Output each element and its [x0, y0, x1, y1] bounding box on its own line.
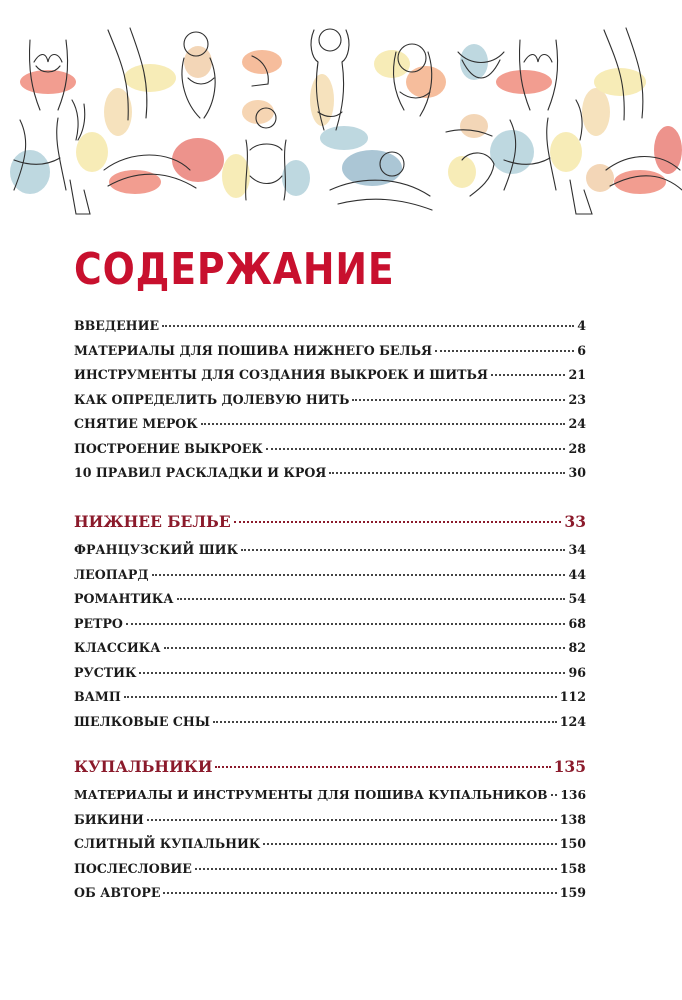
dot-leader [352, 399, 565, 401]
dot-leader [126, 623, 566, 625]
dot-leader [329, 472, 565, 474]
toc-entry[interactable] [74, 318, 586, 343]
toc-entry[interactable] [74, 616, 586, 641]
decorative-banner [0, 0, 682, 228]
toc-entry-page: 96 [568, 664, 586, 680]
section-title: КУПАЛЬНИКИ [74, 757, 213, 776]
page-title: СОДЕРЖАНИЕ [74, 244, 395, 295]
toc-entry[interactable] [74, 465, 586, 490]
toc-entry[interactable] [74, 343, 586, 368]
section-page: 33 [564, 512, 586, 531]
toc-entry-title: КАК ОПРЕДЕЛИТЬ ДОЛЕВУЮ НИТЬ [74, 391, 350, 407]
dot-leader [147, 819, 557, 821]
toc-entry-page: 24 [568, 416, 586, 431]
toc-entry[interactable] [74, 714, 586, 739]
dot-leader [491, 374, 565, 376]
toc-entry-page: 6 [577, 342, 586, 358]
toc-entry-title: ПОСТРОЕНИЕ ВЫКРОЕК [74, 440, 263, 456]
toc-section-heading[interactable] [74, 757, 586, 787]
toc-intro-list [74, 318, 586, 490]
toc-entry[interactable] [74, 885, 586, 910]
toc-entry[interactable] [74, 861, 586, 886]
toc-entry-title: ЛЕОПАРД [74, 566, 149, 582]
toc-entry-title: РЕТРО [74, 615, 123, 631]
toc-entry-title: СНЯТИЕ МЕРОК [74, 416, 198, 431]
toc-entry-title: РОМАНТИКА [74, 591, 174, 606]
toc-entry-title: ИНСТРУМЕНТЫ ДЛЯ СОЗДАНИЯ ВЫКРОЕК И ШИТЬЯ [74, 367, 488, 382]
toc-entry[interactable] [74, 836, 586, 861]
toc-entry-page: 34 [568, 542, 586, 557]
toc-entry-title: МАТЕРИАЛЫ ДЛЯ ПОШИВА НИЖНЕГО БЕЛЬЯ [74, 342, 433, 358]
dot-leader [263, 843, 556, 845]
dot-leader [435, 350, 574, 352]
toc-entry[interactable] [74, 567, 586, 592]
toc-entry-title: РУСТИК [74, 664, 137, 680]
toc-entry-title: БИКИНИ [74, 811, 144, 827]
toc-section-lingerie [74, 512, 586, 738]
toc-entry-page: 54 [568, 591, 586, 606]
toc-section-swimwear [74, 757, 586, 910]
dot-leader [266, 448, 566, 450]
dot-leader [551, 794, 558, 796]
toc-entry[interactable] [74, 812, 586, 837]
toc-entry-page: 30 [568, 465, 586, 480]
toc-entry-title: СЛИТНЫЙ КУПАЛЬНИК [74, 836, 261, 851]
section-title: НИЖНЕЕ БЕЛЬЕ [74, 512, 231, 531]
toc-entry[interactable] [74, 591, 586, 616]
toc-entry-title: ВВЕДЕНИЕ [74, 318, 160, 333]
toc-entry[interactable] [74, 367, 586, 392]
toc-entry-page: 21 [568, 367, 586, 382]
toc-entry-page: 136 [560, 787, 586, 802]
toc-entry-title: ОБ АВТОРЕ [74, 885, 161, 900]
toc-entry[interactable] [74, 441, 586, 466]
toc-entry[interactable] [74, 787, 586, 812]
dot-leader [241, 549, 565, 551]
toc-entry-page: 4 [577, 318, 586, 333]
toc-entry-page: 82 [568, 640, 586, 655]
toc-entry-title: КЛАССИКА [74, 640, 161, 655]
dot-leader [152, 574, 566, 576]
toc-entry-page: 158 [559, 860, 586, 876]
toc-entry-page: 159 [559, 885, 586, 900]
toc-entry-title: ВАМП [74, 689, 121, 704]
dot-leader [163, 892, 556, 894]
toc-entry[interactable] [74, 392, 586, 417]
toc-entry-page: 23 [568, 391, 586, 407]
toc-entry-title: 10 ПРАВИЛ РАСКЛАДКИ И КРОЯ [74, 465, 327, 480]
toc-entry[interactable] [74, 665, 586, 690]
toc-entry-page: 68 [568, 615, 586, 631]
toc-entry[interactable] [74, 640, 586, 665]
dot-leader [234, 521, 562, 523]
section-page: 135 [553, 757, 586, 776]
dot-leader [139, 672, 565, 674]
toc-section-heading[interactable] [74, 512, 586, 542]
toc-entry-page: 28 [568, 440, 586, 456]
dot-leader [177, 598, 566, 600]
toc-entry-title: ШЕЛКОВЫЕ СНЫ [74, 713, 210, 729]
toc-entry[interactable] [74, 689, 586, 714]
toc-entry-page: 150 [559, 836, 586, 851]
dot-leader [195, 868, 557, 870]
toc-entry-page: 138 [559, 811, 586, 827]
toc-entry-page: 44 [568, 566, 586, 582]
toc-entry-page: 112 [559, 689, 586, 704]
toc-entry[interactable] [74, 416, 586, 441]
dot-leader [201, 423, 566, 425]
toc-entry-page: 124 [559, 713, 586, 729]
watercolor-blobs [10, 44, 682, 198]
toc-entry-title: ПОСЛЕСЛОВИЕ [74, 860, 192, 876]
dot-leader [124, 696, 557, 698]
dot-leader [162, 325, 574, 327]
dot-leader [164, 647, 566, 649]
toc-entry[interactable] [74, 542, 586, 567]
dot-leader [215, 766, 550, 768]
dot-leader [213, 721, 557, 723]
toc-entry-title: МАТЕРИАЛЫ И ИНСТРУМЕНТЫ ДЛЯ ПОШИВА КУПАЛЬНИКОВ [74, 787, 548, 802]
toc-entry-title: ФРАНЦУЗСКИЙ ШИК [74, 542, 239, 557]
